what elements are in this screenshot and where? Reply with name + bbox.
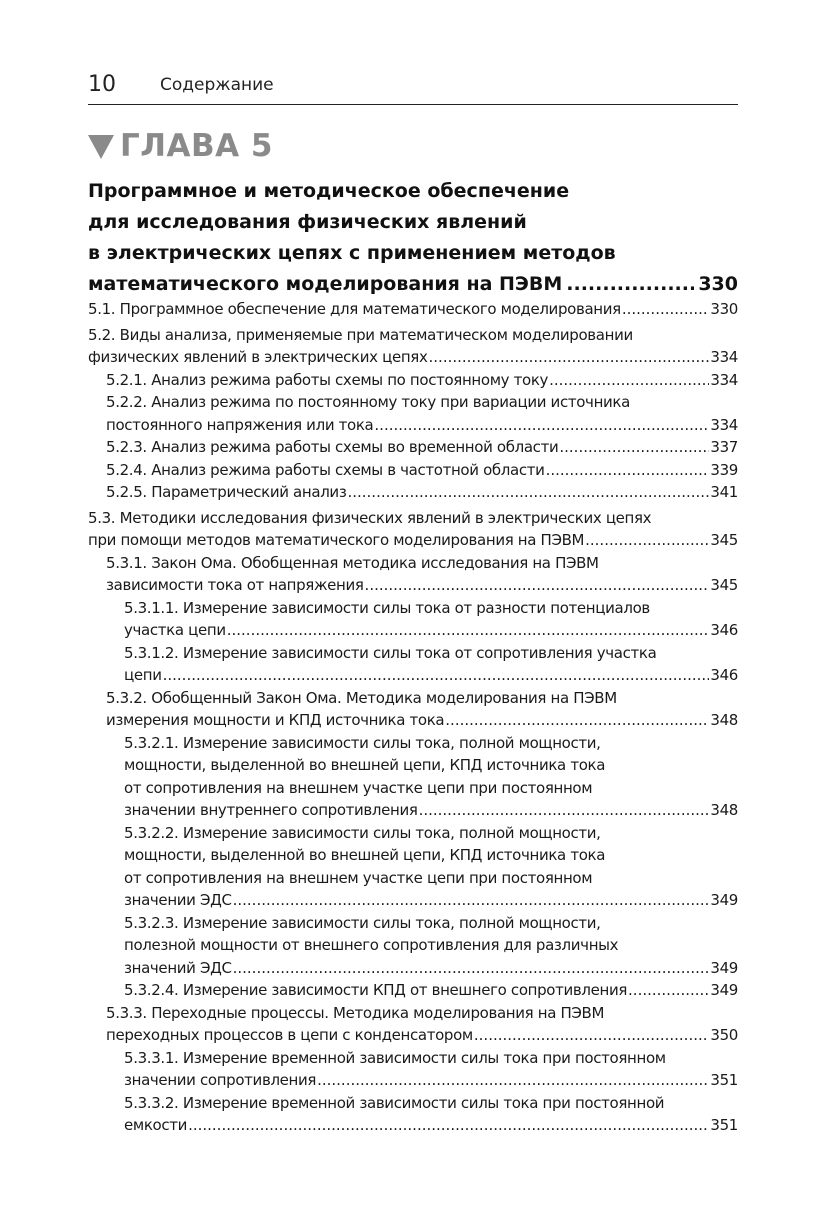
running-header xyxy=(88,70,738,105)
toc-entry-page: 337 xyxy=(710,438,738,456)
toc-entry-line: значений ЭДС xyxy=(124,958,232,977)
toc-entry-page: 346 xyxy=(710,621,738,639)
toc-entry-line: 5.3.3.1. Измерение временной зависимости силы тока при постоянном xyxy=(124,1048,666,1067)
chapter-label: ГЛАВА 5 xyxy=(120,128,273,164)
toc-entry-last-line xyxy=(88,346,738,369)
toc-entry-page: 334 xyxy=(710,348,738,366)
toc-entry-page: 349 xyxy=(710,958,738,977)
dot-leader xyxy=(566,269,694,300)
page-number: 10 xyxy=(88,72,116,97)
toc-entry-line: 5.2.1. Анализ режима работы схемы по постоянному току xyxy=(106,370,549,389)
toc-entry-line: при помощи методов математического моделирования на ПЭВМ xyxy=(88,531,585,549)
toc-entry-page: 341 xyxy=(710,483,738,501)
toc-entry-line: значении внутреннего сопротивления xyxy=(124,801,418,819)
dot-leader xyxy=(317,1069,709,1092)
toc-entry-line: значении ЭДС xyxy=(124,891,232,909)
toc-entry[interactable] xyxy=(88,324,738,369)
toc-entry-line: 5.3.2.3. Измерение зависимости силы тока, полной мощности, xyxy=(124,913,601,932)
toc-list xyxy=(88,298,738,1137)
toc-entry-page: 345 xyxy=(710,531,738,549)
toc-entry-last-line xyxy=(124,664,738,687)
toc-entry-line: постоянного напряжения или тока xyxy=(106,415,374,434)
toc-entry-line: от сопротивления на внешнем участке цепи при постоянном xyxy=(124,868,593,887)
toc-entry-last-line xyxy=(106,481,738,504)
dot-leader xyxy=(559,436,709,459)
chapter-title-last-line xyxy=(88,269,738,300)
chapter-title-line: в электрических цепях с применением методов xyxy=(88,242,616,264)
toc-entry-line: 5.2.2. Анализ режима по постоянному току при вариации источника xyxy=(106,393,630,411)
toc-entry-line: 5.3.2.2. Измерение зависимости силы тока, полной мощности, xyxy=(124,823,601,842)
toc-entry-line: 5.2. Виды анализа, применяемые при математическом моделировании xyxy=(88,325,633,344)
toc-entry-line: емкости xyxy=(124,1116,188,1134)
toc-entry-line: 5.3.1.2. Измерение зависимости силы тока от сопротивления участка xyxy=(124,643,657,662)
toc-entry-line: зависимости тока от напряжения xyxy=(106,576,364,594)
dot-leader xyxy=(227,619,710,642)
toc-entry-line: 5.3.3. Переходные процессы. Методика моделирования на ПЭВМ xyxy=(106,1003,605,1022)
chapter-title-line: для исследования физических явлений xyxy=(88,211,527,233)
toc-entry-line: 5.2.5. Параметрический анализ xyxy=(106,483,347,501)
toc-entry[interactable] xyxy=(88,979,738,1002)
toc-entry[interactable] xyxy=(88,912,738,980)
toc-entry-last-line xyxy=(124,799,738,822)
toc-entry-line: 5.3.3.2. Измерение временной зависимости силы тока при постоянной xyxy=(124,1093,665,1112)
toc-entry-last-line xyxy=(88,298,738,321)
toc-entry-page: 351 xyxy=(710,1071,738,1089)
toc-entry-line: 5.3.1. Закон Ома. Обобщенная методика исследования на ПЭВМ xyxy=(106,553,599,572)
toc-entry-last-line xyxy=(124,889,738,912)
toc-entry-line: участка цепи xyxy=(124,621,226,639)
toc-entry-line: 5.1. Программное обеспечение для математического моделирования xyxy=(88,300,621,318)
dot-leader xyxy=(233,889,710,912)
toc-entry[interactable] xyxy=(88,732,738,822)
toc-entry[interactable] xyxy=(88,507,738,552)
toc-entry-page: 346 xyxy=(710,666,738,684)
toc-entry-line: 5.3. Методики исследования физических явлений в электрических цепях xyxy=(88,508,652,527)
dot-leader xyxy=(374,414,709,437)
toc-entry-line: переходных процессов в цепи с конденсатором xyxy=(106,1026,473,1044)
toc-entry-line: полезной мощности от внешнего сопротивления для различных xyxy=(124,936,619,954)
toc-entry[interactable] xyxy=(88,369,738,392)
toc-entry[interactable] xyxy=(88,1047,738,1092)
toc-entry-page: 339 xyxy=(710,460,738,479)
toc-entry-line: от сопротивления на внешнем участке цепи при постоянном xyxy=(124,778,593,797)
dot-leader xyxy=(445,709,709,732)
toc-entry-line: 5.2.3. Анализ режима работы схемы во временной области xyxy=(106,438,559,456)
chapter-title-line: Программное и методическое обеспечение xyxy=(88,180,570,202)
toc-entry-line: 5.3.2. Обобщенный Закон Ома. Методика моделирования на ПЭВМ xyxy=(106,688,617,707)
toc-entry-line: физических явлений в электрических цепях xyxy=(88,348,428,366)
toc-entry[interactable] xyxy=(88,822,738,912)
toc-entry[interactable] xyxy=(88,391,738,436)
toc-entry-line: 5.3.2.1. Измерение зависимости силы тока, полной мощности, xyxy=(124,733,601,752)
dot-leader xyxy=(365,574,710,597)
dot-leader xyxy=(233,957,710,980)
chapter-page: 330 xyxy=(698,273,738,295)
toc-entry[interactable] xyxy=(88,687,738,732)
toc-entry-line: цепи xyxy=(124,666,162,684)
dot-leader xyxy=(419,799,710,822)
toc-entry-last-line xyxy=(124,619,738,642)
toc-entry-page: 330 xyxy=(710,300,738,318)
toc-entry[interactable] xyxy=(88,459,738,482)
toc-entry-page: 349 xyxy=(710,981,738,999)
toc-entry-page: 334 xyxy=(710,370,738,389)
toc-entry-page: 345 xyxy=(710,576,738,594)
toc-entry-line: мощности, выделенной во внешней цепи, КПД источника тока xyxy=(124,756,606,774)
chapter-title[interactable] xyxy=(88,176,738,300)
dot-leader xyxy=(622,298,710,321)
dot-leader xyxy=(429,346,710,369)
toc-entry-last-line xyxy=(124,1114,738,1137)
dot-leader xyxy=(546,459,710,482)
toc-entry-last-line xyxy=(106,436,738,459)
toc-entry-page: 348 xyxy=(710,801,738,819)
triangle-down-icon xyxy=(88,135,114,159)
toc-entry[interactable] xyxy=(88,597,738,642)
toc-entry-line: значении сопротивления xyxy=(124,1071,317,1089)
toc-entry[interactable] xyxy=(88,1092,738,1137)
toc-entry-line: 5.3.1.1. Измерение зависимости силы тока от разности потенциалов xyxy=(124,598,650,617)
toc-entry-last-line xyxy=(106,414,738,437)
toc-entry[interactable] xyxy=(88,436,738,459)
running-title: Содержание xyxy=(160,75,274,95)
toc-entry[interactable] xyxy=(88,298,738,321)
dot-leader xyxy=(188,1114,709,1137)
toc-entry-last-line xyxy=(124,1069,738,1092)
toc-entry-page: 348 xyxy=(710,711,738,729)
toc-entry-last-line xyxy=(106,369,738,392)
chapter-title-line: математического моделирования на ПЭВМ xyxy=(88,273,563,295)
toc-entry-last-line xyxy=(88,529,738,552)
toc-entry-line: 5.2.4. Анализ режима работы схемы в частотной области xyxy=(106,460,545,479)
dot-leader xyxy=(549,369,709,392)
dot-leader xyxy=(347,481,709,504)
toc-entry-line: 5.3.2.4. Измерение зависимости КПД от внешнего сопротивления xyxy=(124,981,628,999)
toc-entry-last-line xyxy=(124,957,738,980)
dot-leader xyxy=(628,979,709,1002)
toc-entry-line: мощности, выделенной во внешней цепи, КПД источника тока xyxy=(124,846,606,864)
toc-entry[interactable] xyxy=(88,1002,738,1047)
toc-entry-page: 350 xyxy=(710,1026,738,1044)
dot-leader xyxy=(163,664,710,687)
toc-entry[interactable] xyxy=(88,552,738,597)
chapter-heading xyxy=(88,124,273,168)
toc-entry-last-line xyxy=(124,979,738,1002)
toc-entry-last-line xyxy=(106,574,738,597)
toc-entry[interactable] xyxy=(88,642,738,687)
toc-entry-last-line xyxy=(106,1024,738,1047)
toc-entry-last-line xyxy=(106,459,738,482)
toc-entry-line: измерения мощности и КПД источника тока xyxy=(106,711,445,729)
toc-entry-page: 334 xyxy=(710,415,738,434)
toc-entry-last-line xyxy=(106,709,738,732)
toc-entry[interactable] xyxy=(88,481,738,504)
dot-leader xyxy=(585,529,709,552)
dot-leader xyxy=(474,1024,710,1047)
toc-entry-page: 351 xyxy=(710,1116,738,1134)
toc-entry-page: 349 xyxy=(710,891,738,909)
